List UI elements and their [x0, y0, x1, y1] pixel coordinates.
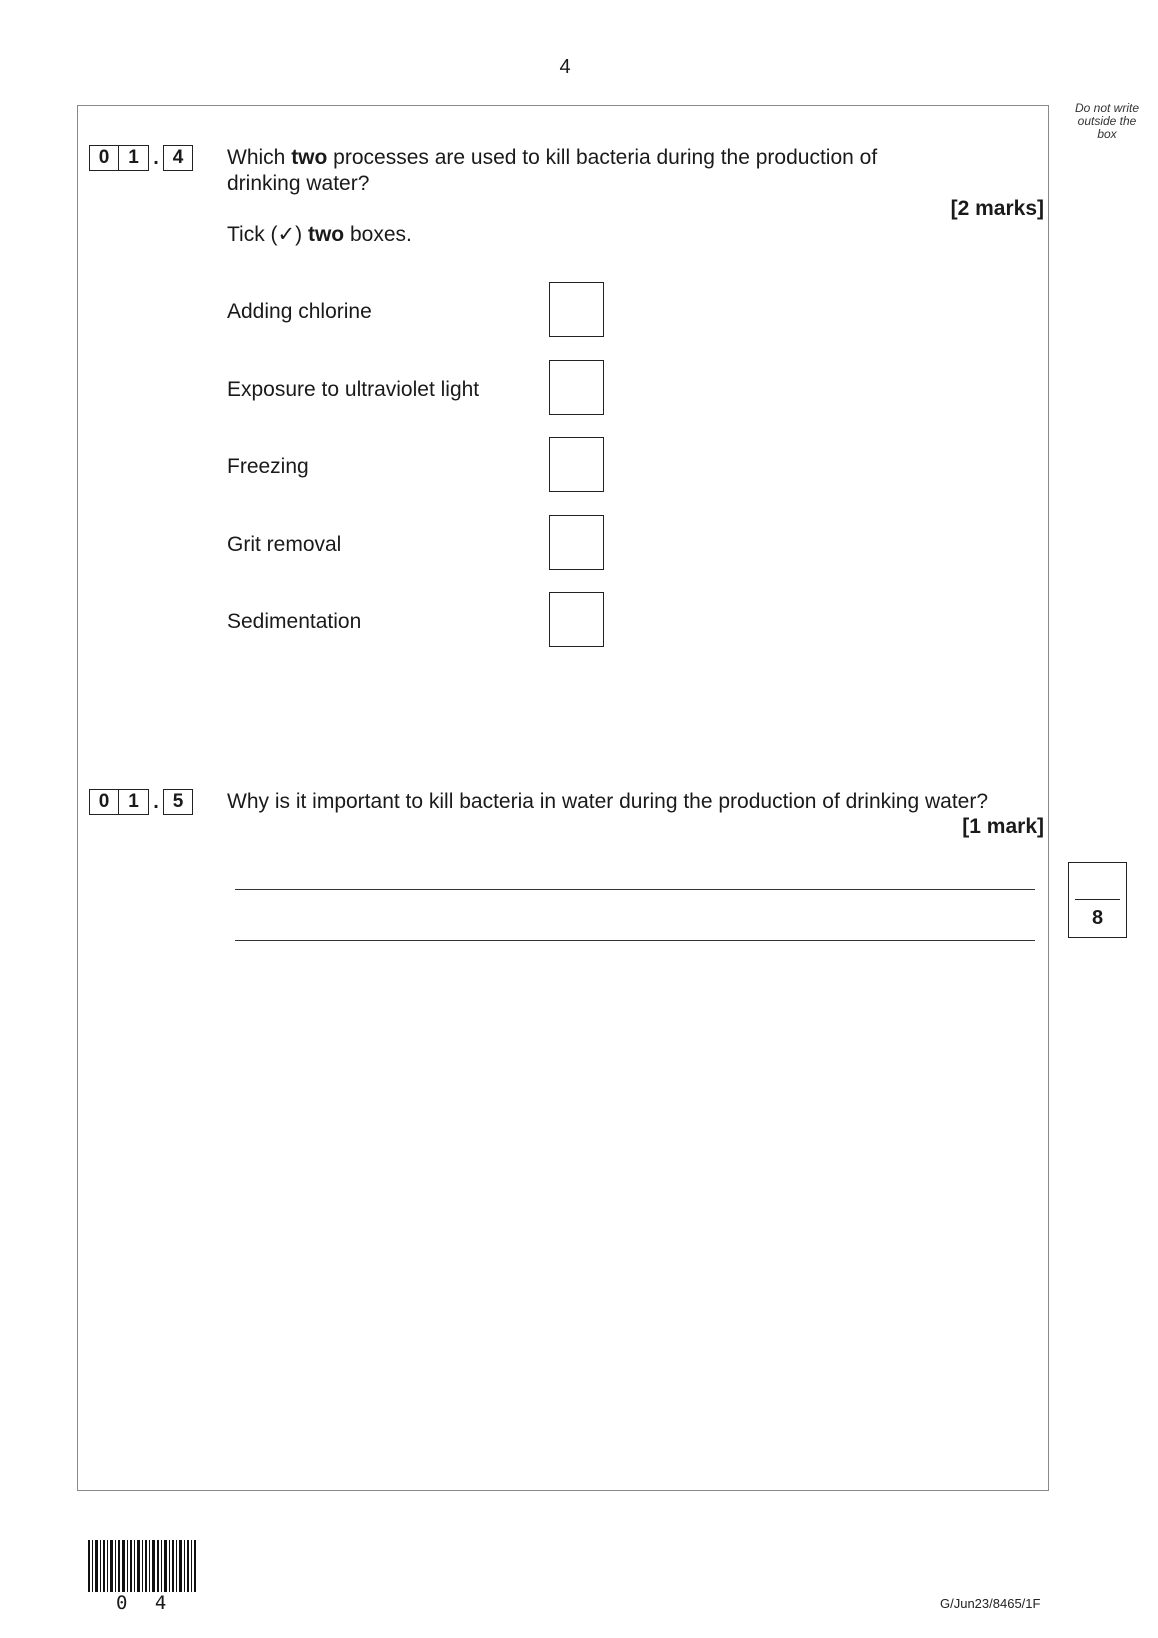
option-label-grit-removal: Grit removal [227, 533, 342, 556]
barcode-icon [88, 1540, 196, 1592]
answer-line[interactable] [235, 940, 1035, 941]
question-number-digit: 0 [89, 789, 119, 815]
option-label-freezing: Freezing [227, 455, 309, 478]
question-number-digit: 1 [119, 145, 149, 171]
question-01-4-instruction [227, 222, 412, 248]
tick-symbol-icon: ✓ [277, 223, 296, 246]
tickbox-adding-chlorine[interactable] [549, 282, 604, 337]
page-number: 4 [559, 56, 571, 78]
question-text-emphasis: two [291, 146, 328, 169]
tickbox-freezing[interactable] [549, 437, 604, 492]
score-total: 8 [1091, 907, 1104, 929]
paper-reference-code: G/Jun23/8465/1F [940, 1596, 1041, 1611]
instruction-part: ) [295, 223, 308, 246]
question-number-digit: 5 [163, 789, 193, 815]
question-01-5-text: Why is it important to kill bacteria in water during the production of drinking water? [227, 790, 989, 813]
tickbox-grit-removal[interactable] [549, 515, 604, 570]
score-rule [1075, 899, 1120, 900]
option-label-adding-chlorine: Adding chlorine [227, 300, 372, 323]
instruction-part: Tick ( [227, 223, 278, 246]
question-number-dot: . [153, 791, 159, 813]
instruction-part: boxes. [344, 223, 412, 246]
question-text-part: drinking water? [227, 172, 370, 195]
question-number-01-5 [89, 789, 193, 815]
question-text-part: Which [227, 146, 292, 169]
question-text-part: processes are used to kill bacteria during the production of [327, 146, 878, 169]
score-box [1068, 862, 1127, 938]
margin-note-line: Do not write [1074, 101, 1140, 115]
barcode-number: 0 4 [116, 1592, 175, 1614]
question-number-01-4 [89, 145, 193, 171]
question-01-5-marks: [1 mark] [962, 815, 1044, 838]
question-number-digit: 1 [119, 789, 149, 815]
question-number-digit: 0 [89, 145, 119, 171]
question-number-digit: 4 [163, 145, 193, 171]
answer-line[interactable] [235, 889, 1035, 890]
option-label-exposure-to-ultraviolet-light: Exposure to ultraviolet light [227, 378, 480, 401]
question-01-4-marks: [2 marks] [950, 197, 1044, 220]
margin-note-line: box [1097, 127, 1117, 141]
margin-note [1062, 102, 1152, 141]
margin-note-line: outside the [1077, 114, 1137, 128]
tickbox-exposure-to-ultraviolet-light[interactable] [549, 360, 604, 415]
option-label-sedimentation: Sedimentation [227, 610, 362, 633]
instruction-emphasis: two [307, 223, 345, 246]
tickbox-sedimentation[interactable] [549, 592, 604, 647]
question-number-dot: . [153, 147, 159, 169]
question-01-4-text [227, 145, 1027, 197]
